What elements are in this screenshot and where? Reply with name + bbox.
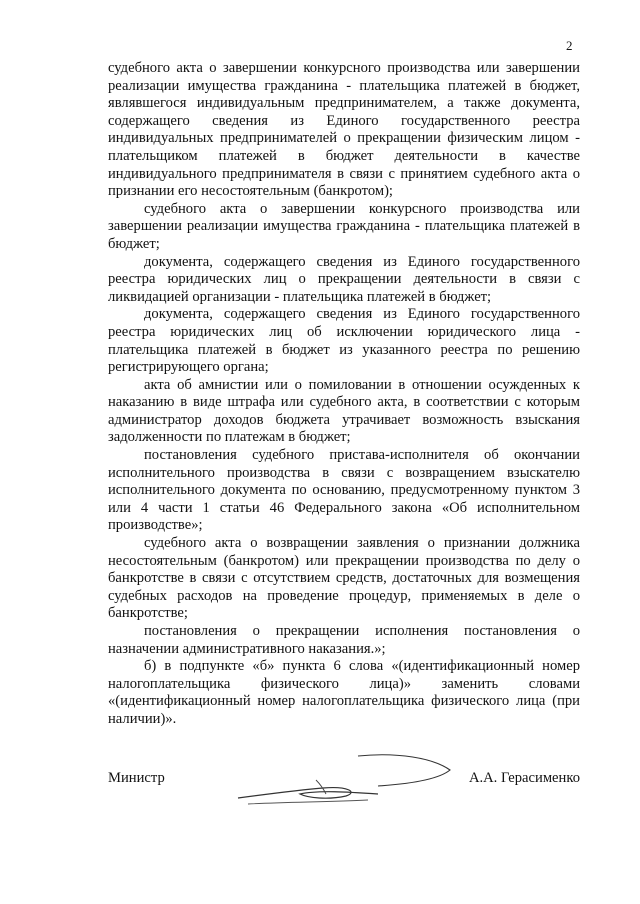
paragraph-2: судебного акта о завершении конкурсного производства или завершении реализации имущества гражданина - плательщика платежей в бюджет; (108, 200, 580, 252)
signer-position: Министр (108, 770, 165, 786)
paragraph-6: постановления судебного пристава-исполнителя об окончании исполнительного производства в связи с возвращением взыскателю исполнительного документа по основанию, предусмотренному пунктом 3 или 4 части 1 статьи 46 Федерального закона «Об исполнительном производстве»; (108, 447, 580, 534)
paragraph-4: документа, содержащего сведения из Единого государственного реестра юридических лиц об исключении юридического лица - плательщика платежей в бюджет из указанного реестра по решению регистрирующего органа; (108, 306, 580, 376)
document-body (108, 60, 580, 729)
paragraph-1: судебного акта о завершении конкурсного производства или завершении реализации имущества гражданина - плательщика платежей в бюджет, являвшегося индивидуальным предпринимателем, а также документа, содержащего сведения из Единого государственного реестра индивидуальных предпринимателей о прекращении физическим лицом - плательщиком платежей в бюджет деятельности в качестве индивидуального предпринимателя в связи с принятием судебного акта о признании его несостоятельным (банкротом); (108, 60, 580, 200)
paragraph-7: судебного акта о возвращении заявления о признании должника несостоятельным (банкротом) или прекращении производства по делу о банкротстве в связи с отсутствием средств, достаточных для возмещения судебных расходов на проведение процедур, применяемых в деле о банкротстве; (108, 535, 580, 622)
paragraph-5: акта об амнистии или о помиловании в отношении осужденных к наказанию в виде штрафа или судебного акта, в соответствии с которым администратор доходов бюджета утрачивает возможность взыскания задолженности по платежам в бюджет; (108, 376, 580, 446)
paragraph-9: б) в подпункте «б» пункта 6 слова «(идентификационный номер налогоплательщика физического лица)» заменить словами «(идентификационный номер налогоплательщика физического лица (при наличии)». (108, 658, 580, 727)
paragraph-3: документа, содержащего сведения из Единого государственного реестра юридических лиц о прекращении деятельности в связи с ликвидацией организации - плательщика платежей в бюджет; (108, 253, 580, 305)
paragraph-8: постановления о прекращении исполнения постановления о назначении административного наказания.»; (108, 623, 580, 657)
page-number: 2 (566, 38, 573, 53)
signature-block (108, 770, 580, 830)
handwritten-signature (228, 750, 468, 820)
signer-name: А.А. Герасименко (468, 770, 580, 786)
